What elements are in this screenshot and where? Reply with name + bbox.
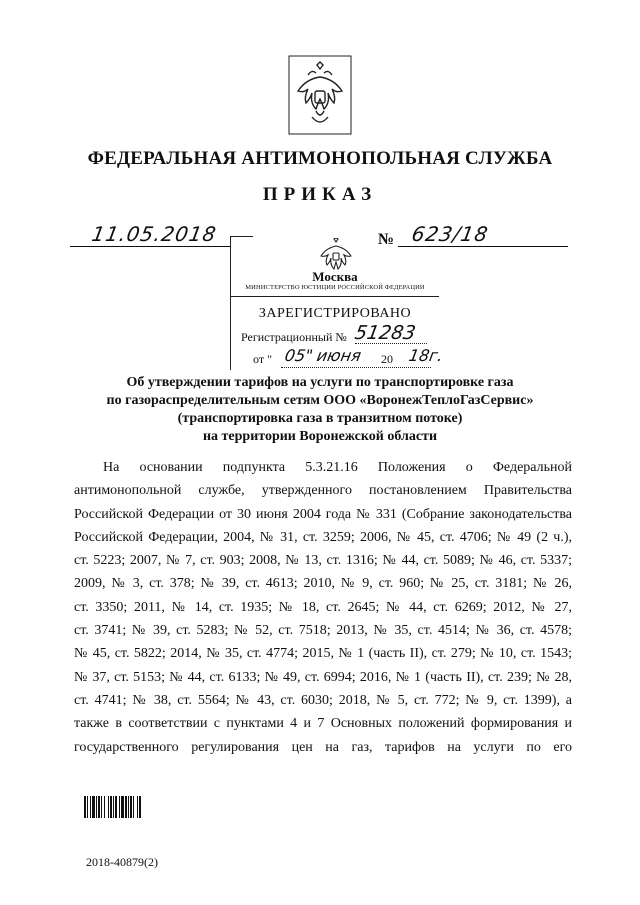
- registration-stamp: [230, 236, 445, 370]
- stamp-city: Москва: [312, 269, 358, 284]
- body-line: № 37, ст. 5153; № 44, ст. 6133; № 49, ст. 6994; 2016, № 1 (часть II), ст. 239; № 28,: [74, 669, 572, 685]
- subject-line: (транспортировка газа в транзитном потоке): [177, 411, 463, 426]
- stamp-reg-number: 51283: [353, 322, 418, 344]
- body-line: На основании подпункта 5.3.21.16 Положения о Федеральной: [103, 460, 572, 475]
- order-number: 623/18: [409, 222, 491, 246]
- stamp-status: ЗАРЕГИСТРИРОВАНО: [258, 306, 412, 321]
- body-line: Российской Федерации, 2004, № 31, ст. 3259; 2006, № 45, ст. 4706; № 49 (2 ч.),: [74, 529, 572, 545]
- body-line: 2009, № 3, ст. 378; № 39, ст. 4613; 2010, № 9, ст. 960; № 25, ст. 3181; № 26,: [74, 576, 572, 592]
- document-code: 2018-40879(2): [86, 855, 158, 869]
- coat-of-arms-icon: [288, 55, 352, 135]
- subject-line: Об утверждении тарифов на услуги по транспортировке газа: [126, 375, 514, 390]
- stamp-from-year-prefix: 20: [381, 352, 393, 366]
- body-line: также в соответствии с пунктами 4 и 7 Основных положений формирования и: [74, 716, 572, 732]
- barcode-icon: [84, 796, 170, 818]
- document-type: ПРИКАЗ: [262, 184, 378, 205]
- body-line: ст. 5223; 2007, № 7, ст. 903; 2008, № 13, ст. 1316; № 44, ст. 5089; № 46, ст. 5337;: [74, 553, 572, 569]
- body-line: ст. 3350; 2011, № 14, ст. 1935; № 18, ст. 2645; № 44, ст. 6269; 2012, № 27,: [74, 599, 572, 615]
- stamp-from-year: 18г.: [407, 346, 445, 365]
- subject-line: по газораспределительным сетям ООО «ВоронежТеплоГазСервис»: [106, 393, 534, 408]
- stamp-reg-underline: [355, 343, 427, 344]
- body-line: ст. 4741; № 38, ст. 5564; № 43, ст. 6030; 2018, № 5, ст. 772; № 9, ст. 1399), а: [74, 692, 572, 708]
- body-line: № 45, ст. 5822; 2014, № 35, ст. 4774; 2015, № 1 (часть II), ст. 279; № 10, ст. 1543;: [74, 646, 572, 662]
- date-underline: [70, 246, 230, 247]
- stamp-ministry: МИНИСТЕРСТВО ЮСТИЦИИ РОССИЙСКОЙ ФЕДЕРАЦИИ: [245, 284, 425, 291]
- organization-title: ФЕДЕРАЛЬНАЯ АНТИМОНОПОЛЬНАЯ СЛУЖБА: [87, 148, 553, 169]
- body-line: антимонопольной службе, утвержденного постановлением Правительства: [74, 483, 572, 499]
- order-date: 11.05.2018: [89, 222, 219, 246]
- order-subject: [60, 374, 580, 446]
- stamp-reg-label: Регистрационный №: [241, 330, 347, 344]
- stamp-from-label: от ": [253, 352, 272, 366]
- stamp-divider: [231, 296, 439, 297]
- body-line: ст. 3741; № 39, ст. 5283; № 52, ст. 7518; 2013, № 35, ст. 4514; № 36, ст. 4578;: [74, 623, 572, 639]
- body-line: Российской Федерации от 30 июня 2004 года № 331 (Собрание законодательства: [74, 506, 572, 522]
- number-label: №: [378, 231, 395, 248]
- body-line: государственного регулирования цен на газ, тарифов на услуги по его: [74, 739, 572, 755]
- subject-line: на территории Воронежской области: [202, 429, 438, 444]
- stamp-corner: [231, 236, 253, 237]
- order-body: [74, 456, 572, 759]
- stamp-from-day: 05": [283, 346, 315, 365]
- stamp-from-month: июня: [315, 346, 363, 365]
- stamp-date-underline: [281, 367, 431, 368]
